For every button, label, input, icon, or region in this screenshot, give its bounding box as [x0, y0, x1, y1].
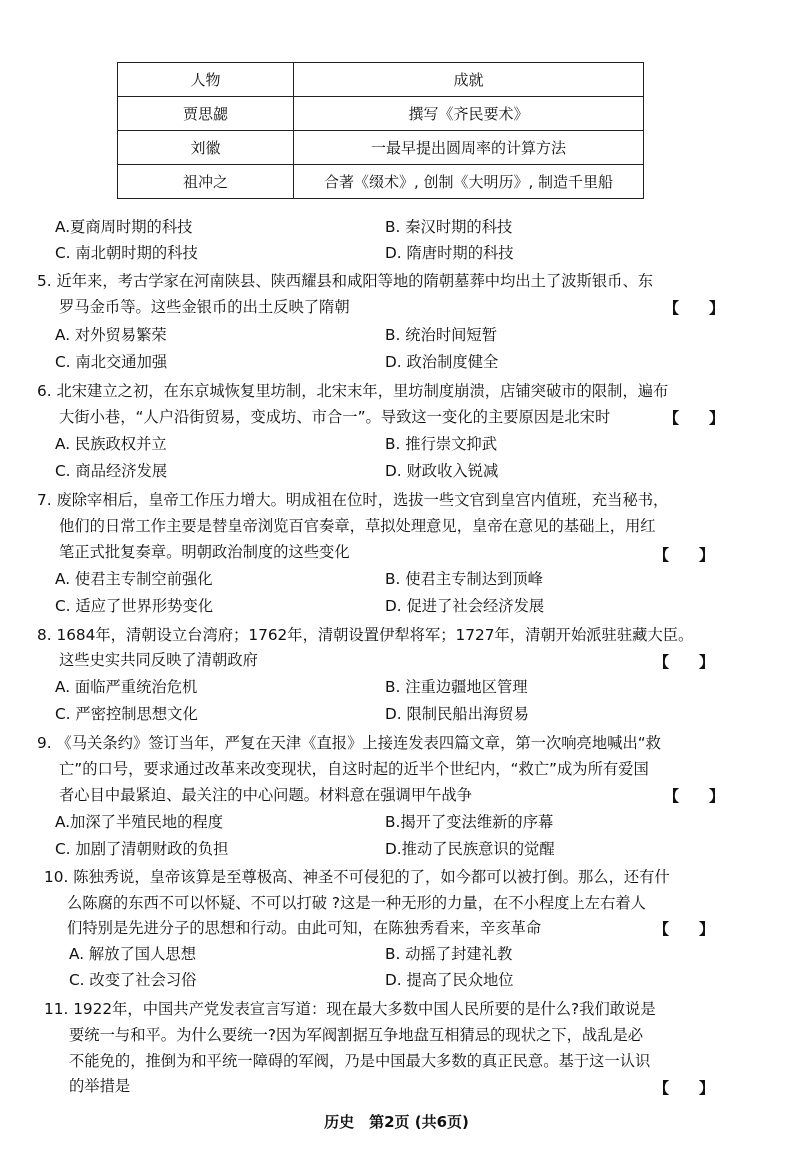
q10-option-d: D. 提高了民众地位: [385, 971, 514, 989]
q9-option-c: C. 加剧了清朝财政的负担: [55, 840, 229, 858]
table-cell: 一最早提出圆周率的计算方法: [294, 131, 644, 165]
table-cell: 刘徽: [118, 131, 294, 165]
q11-stem-line: 11. 1922年，中国共产党发表宣言写道：现在最大多数中国人民所要的是什么?我们敢说是: [44, 1000, 656, 1018]
q6-option-d: D. 财政收入锐减: [385, 462, 499, 480]
table-header-row: [118, 63, 644, 97]
q4-option-b: B. 秦汉时期的科技: [385, 218, 513, 236]
q9-answer-bracket: 【 】: [664, 787, 725, 805]
q9-stem-line: 者心目中最紧迫、最关注的中心问题。材料意在强调甲午战争: [59, 786, 473, 804]
q9-option-d: D.推动了民族意识的觉醒: [385, 840, 555, 858]
table-header-cell: 人物: [118, 63, 294, 97]
q6-option-c: C. 商品经济发展: [55, 462, 168, 480]
q8-answer-bracket: 【 】: [654, 653, 715, 671]
q9-stem-line: 亡”的口号，要求通过改革来改变现状，自这时起的近半个世纪内，“救亡”成为所有爱国: [59, 760, 649, 778]
q5-option-d: D. 政治制度健全: [385, 353, 499, 371]
q11-stem-line: 不能免的，推倒为和平统一障碍的军阀，乃是中国最大多数的真正民意。基于这一认识: [69, 1052, 651, 1070]
q11-answer-bracket: 【 】: [654, 1079, 715, 1097]
q5-option-a: A. 对外贸易繁荣: [55, 326, 167, 344]
q8-stem-line: 8. 1684年，清朝设立台湾府；1762年，清朝设置伊犁将军；1727年，清朝开始派驻驻藏大臣。: [37, 626, 694, 644]
q6-stem-line: 大街小巷，“人户沿街贸易，变成坊、市合一”。导致这一变化的主要原因是北宋时: [59, 408, 611, 426]
q9-stem-line: 9. 《马关条约》签订当年，严复在天津《直报》上接连发表四篇文章，第一次响亮地喊出“救: [37, 734, 661, 752]
q10-option-a: A. 解放了国人思想: [69, 945, 196, 963]
q8-option-b: B. 注重边疆地区管理: [385, 678, 528, 696]
table-cell: 撰写《齐民要术》: [294, 97, 644, 131]
achievement-table: [117, 62, 644, 199]
q10-stem-line: 10. 陈独秀说，皇帝该算是至尊极高、神圣不可侵犯的了，如今都可以被打倒。那么，还有什: [44, 868, 670, 886]
q8-option-d: D. 限制民船出海贸易: [385, 705, 529, 723]
q8-stem-line: 这些史实共同反映了清朝政府: [59, 651, 258, 669]
q7-option-c: C. 适应了世界形势变化: [55, 597, 214, 615]
table-row: [118, 97, 644, 131]
q10-option-b: B. 动摇了封建礼教: [385, 945, 513, 963]
q10-stem-line: 么陈腐的东西不可以怀疑、不可以打破 ?这是一种无形的力量，在不小程度上左右着人: [67, 894, 646, 912]
q6-answer-bracket: 【 】: [664, 409, 725, 427]
q10-option-c: C. 改变了社会习俗: [69, 971, 197, 989]
q10-stem-line: 们特别是先进分子的思想和行动。由此可知，在陈独秀看来，辛亥革命: [67, 919, 542, 937]
q4-option-d: D. 隋唐时期的科技: [385, 244, 514, 262]
q5-answer-bracket: 【 】: [664, 299, 725, 317]
q7-answer-bracket: 【 】: [654, 546, 715, 564]
table-cell: 祖冲之: [118, 165, 294, 199]
q9-option-a: A.加深了半殖民地的程度: [55, 813, 224, 831]
q5-option-c: C. 南北交通加强: [55, 353, 168, 371]
q7-option-b: B. 使君主专制达到顶峰: [385, 570, 543, 588]
q4-option-c: C. 南北朝时期的科技: [55, 244, 198, 262]
q6-option-a: A. 民族政权并立: [55, 435, 167, 453]
q7-option-d: D. 促进了社会经济发展: [385, 597, 545, 615]
table-row: [118, 131, 644, 165]
q9-option-b: B.揭开了变法维新的序幕: [385, 813, 554, 831]
table-cell: 贾思勰: [118, 97, 294, 131]
page-footer: 历史 第2页 (共6页): [324, 1113, 469, 1131]
table-row: [118, 165, 644, 199]
q11-stem-line: 的举措是: [69, 1077, 131, 1095]
table-cell: 合著《缀术》, 创制《大明历》, 制造千里船: [294, 165, 644, 199]
q6-option-b: B. 推行崇文抑武: [385, 435, 498, 453]
q7-option-a: A. 使君主专制空前强化: [55, 570, 213, 588]
q5-stem-line: 罗马金币等。这些金银币的出土反映了隋朝: [59, 298, 350, 316]
q4-option-a: A.夏商周时期的科技: [55, 218, 193, 236]
q10-answer-bracket: 【 】: [654, 920, 715, 938]
table-header-cell: 成就: [294, 63, 644, 97]
q5-option-b: B. 统治时间短暂: [385, 326, 498, 344]
q11-stem-line: 要统一与和平。为什么要统一?因为军阀割据互争地盘互相猜忌的现状之下，战乱是必: [69, 1026, 644, 1044]
q7-stem-line: 笔正式批复奏章。明朝政治制度的这些变化: [59, 543, 350, 561]
q5-stem-line: 5. 近年来，考古学家在河南陕县、陕西耀县和咸阳等地的隋朝墓葬中均出土了波斯银币、东: [37, 272, 654, 290]
q7-stem-line: 7. 废除宰相后，皇帝工作压力增大。明成祖在位时，选拔一些文官到皇宫内值班，充当秘书，: [37, 491, 669, 509]
q8-option-a: A. 面临严重统治危机: [55, 678, 198, 696]
q8-option-c: C. 严密控制思想文化: [55, 705, 198, 723]
q7-stem-line: 他们的日常工作主要是替皇帝浏览百官奏章，草拟处理意见，皇帝在意见的基础上，用红: [59, 517, 656, 535]
q6-stem-line: 6. 北宋建立之初，在东京城恢复里坊制，北宋末年，里坊制度崩溃，店铺突破市的限制，遍布: [37, 382, 669, 400]
